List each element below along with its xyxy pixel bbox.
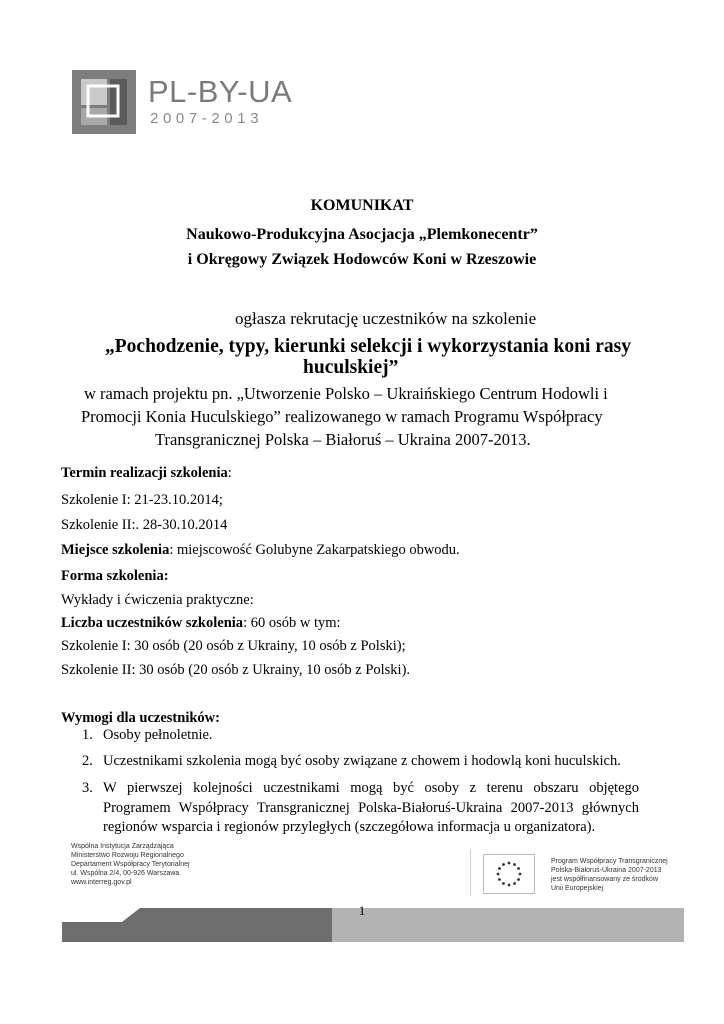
requirement-number: 3. [82, 780, 93, 796]
term-suffix: : [227, 465, 232, 481]
project-line-1: w ramach projektu pn. „Utworzenie Polsko – Ukraińskiego Centrum Hodowli i [84, 384, 608, 403]
count-label: Liczba uczestników szkolenia [61, 615, 244, 631]
form-value: Wykłady i ćwiczenia praktyczne: [61, 592, 254, 608]
program-line: Unii Europejskiej [551, 885, 604, 892]
count-session-2: Szkolenie II: 30 osób (20 osób z Ukrainy, 10 osób z Polski). [61, 662, 411, 678]
page-number: 1 [358, 903, 366, 918]
requirement-item: Uczestnikami szkolenia mogą być osoby związane z chowem i hodowlą koni huculskich. [103, 753, 621, 769]
eu-star [497, 873, 500, 876]
organizer-line-2: i Okręgowy Związek Hodowców Koni w Rzeszowie [187, 251, 537, 268]
eu-star [502, 882, 505, 885]
count-value: : 60 osób w tym: [243, 615, 341, 631]
requirement-number: 1. [82, 727, 93, 743]
institution-line: Wspólna Instytucja Zarządzająca [71, 843, 174, 850]
place-value: : miejscowość Golubyne Zakarpatskiego obwodu. [169, 542, 460, 558]
requirement-item: Osoby pełnoletnie. [103, 727, 213, 743]
institution-line: Departament Współpracy Terytorialnej [71, 861, 190, 868]
requirement-item: W pierwszej kolejności uczestnikami mogą być osoby z terenu obszaru objętego Programem Współpracy Transgranicznej Polska-Białoruś-Ukraina 2007-2013 głównych regionów wsparcia i regionów przyległych (szczegółowa informacja u organizatora). [103, 780, 639, 835]
eu-star [498, 878, 501, 881]
requirements-label: Wymogi dla uczestników: [61, 710, 220, 726]
logo-mark-icon [72, 70, 136, 134]
eu-star [508, 862, 511, 865]
program-line: Polska-Białoruś-Ukraina 2007-2013 [551, 867, 662, 874]
institution-website: www.interreg.gov.pl [71, 879, 132, 886]
project-line-2: Promocji Konia Huculskiego” realizowanego w ramach Programu Współpracy [81, 407, 603, 426]
logo-name: PL-BY-UA [148, 74, 293, 109]
footer-divider [470, 850, 471, 896]
program-info [551, 857, 668, 893]
term-label: Termin realizacji szkolenia [61, 465, 228, 481]
form-label: Forma szkolenia: [61, 568, 169, 584]
institution-info [71, 842, 190, 887]
eu-star [517, 867, 520, 870]
count-session-1: Szkolenie I: 30 osób (20 osób z Ukrainy, 10 osób z Polski); [61, 638, 406, 654]
program-logo [72, 70, 292, 134]
term-row [61, 464, 232, 482]
place-label: Miejsce szkolenia [61, 542, 170, 558]
requirement-number: 2. [82, 753, 93, 769]
program-line: Program Współpracy Transgranicznej [551, 858, 668, 865]
eu-star [513, 882, 516, 885]
program-line: jest współfinansowany ze środków [551, 876, 658, 883]
intro-text: ogłasza rekrutację uczestników na szkolenie [235, 309, 537, 328]
eu-star [498, 867, 501, 870]
project-line-3: Transgranicznej Polska – Białoruś – Ukraina 2007-2013. [155, 430, 531, 449]
eu-star [508, 884, 511, 887]
eu-star [519, 873, 522, 876]
session-1-dates: Szkolenie I: 21-23.10.2014; [61, 492, 223, 508]
eu-star [502, 863, 505, 866]
training-title-line-2: huculskiej” [303, 357, 399, 378]
announcement-heading: KOMUNIKAT [310, 197, 414, 214]
training-title-line-1: „Pochodzenie, typy, kierunki selekcji i wykorzystania koni rasy [105, 336, 631, 357]
place-row [61, 541, 460, 559]
organizer-line-1: Naukowo-Produkcyjna Asocjacja „Plemkonecentr” [186, 226, 538, 243]
institution-line: ul. Wspólna 2/4, 00-926 Warszawa [71, 870, 180, 877]
eu-star [513, 863, 516, 866]
logo-years: 2007-2013 [150, 110, 264, 127]
institution-line: Ministerstwo Rozwoju Regionalnego [71, 852, 184, 859]
count-row [61, 614, 341, 632]
session-2-dates: Szkolenie II:. 28-30.10.2014 [61, 517, 228, 533]
eu-star [517, 878, 520, 881]
eu-flag-icon [483, 854, 535, 894]
